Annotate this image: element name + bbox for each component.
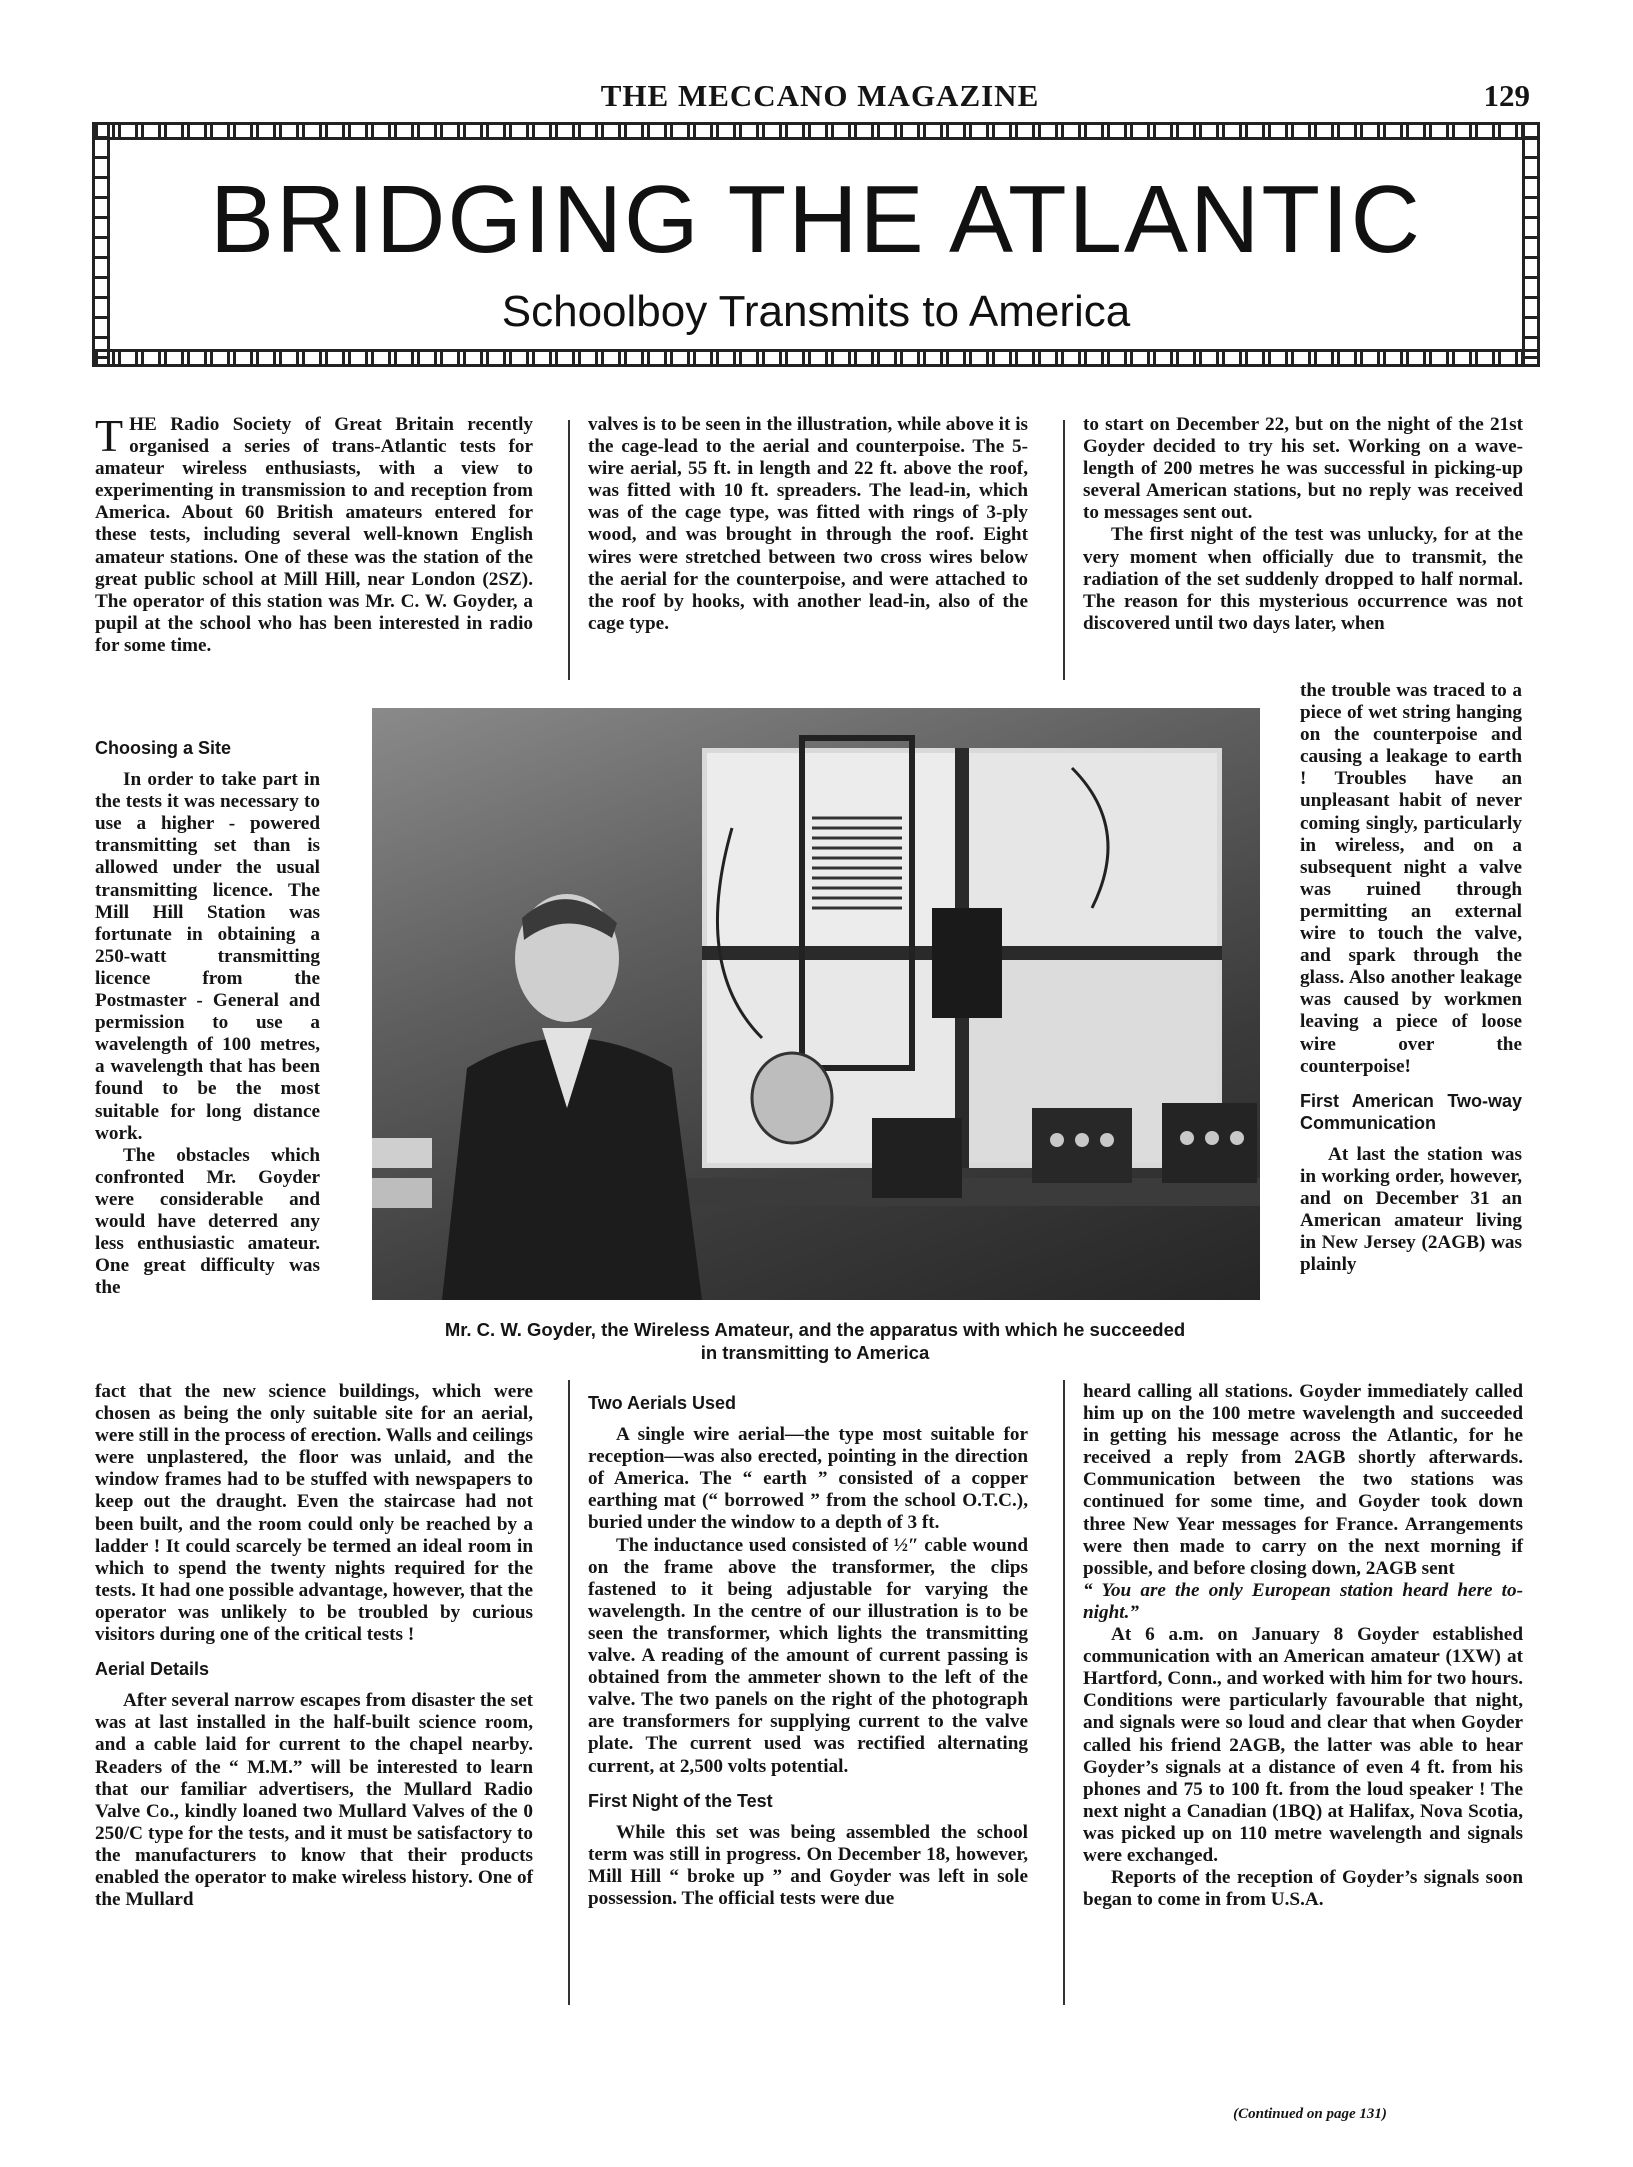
heading-first-american: First American Two-way Communication: [1300, 1090, 1522, 1133]
border-top: [92, 122, 1540, 140]
continued-note: (Continued on page 131): [1233, 2106, 1387, 2122]
column-1-bottom: [95, 1381, 533, 2021]
paragraph-working-order: At last the station was in working order, however, and on December 31 an American amateur living in New Jersey (2AGB) was plainly: [1300, 1143, 1522, 1276]
border-left: [92, 122, 110, 367]
paragraph-site-1: In order to take part in the tests it was necessary to use a higher - powered transmitting set than is allowed under the usual transmitting licence. The Mill Hill Station was fortunate in obtaining a 250-watt transmitting licence from the Postmaster - General and permission to use a wavelength of 100 metres, a wavelength that has been found to be the most suitable for long distance work.: [95, 769, 320, 1144]
column-rule-2-bottom: [1063, 1380, 1065, 2005]
caption-line-2: in transmitting to America: [700, 1342, 930, 1363]
paragraph-two-aerials-1: A single wire aerial—the type most suitable for reception—was also erected, pointing in the direction of America. The “ earth ” consisted of a copper earthing mat (“ borrowed ” from the school O.T.C.), buried under the window to a depth of 3 ft.: [588, 1424, 1028, 1534]
column-1-top: [95, 410, 533, 720]
title-box: [92, 122, 1540, 367]
article-subtitle: Schoolboy Transmits to America: [501, 287, 1131, 336]
column-3-narrow: [1300, 680, 1522, 1375]
paragraph-site-2-continued: fact that the new science buildings, which were chosen as being the only suitable site for an aerial, were still in the process of erection. Walls and ceilings were unplastered, the floor was unlaid, and the window frames had to be stuffed with newspapers to keep out the draught. Even the staircase had not been built, and the room could only be reached by a ladder ! It could scarcely be termed an ideal room in which to spend the twenty nights required for the tests. It had one possible advantage, however, that the operator was unlikely to be troubled by curious visitors during one of the critical tests !: [95, 1381, 533, 1646]
paragraph-two-aerials-2: The inductance used consisted of ½″ cable wound on the frame above the transformer, the clips fastened to it being adjustable for varying the wavelength. In the centre of our illustration is to be seen the transformer, which lights the transmitting valve. A reading of the amount of current passing is obtained from the ammeter shown to the left of the valve. The two panels on the right of the photograph are transformers for supplying current to the valve plate. The current used was rectified alternating current, at 2,500 volts potential.: [588, 1534, 1028, 1777]
border-right: [1522, 122, 1540, 367]
transformer: [872, 1118, 962, 1198]
paragraph-site-2: The obstacles which confronted Mr. Goyder were considerable and would have deterred any less enthusiastic amateur. One great difficulty was the: [95, 1144, 320, 1299]
photograph-illustration: [372, 708, 1260, 1300]
paragraph-aerial: After several narrow escapes from disaster the set was at last installed in the half-built science room, and a cable laid for current to the chapel nearby. Readers of the “ M.M.” will be interested to learn that our familiar advertisers, the Mullard Radio Valve Co., kindly loaned two Mullard Valves of the 0 250/C type for the tests, and it must be satisfactory to the manufacturers to know that their products enabled the operator to make wireless history. One of the Mullard: [95, 1690, 533, 1911]
paragraph-valves: valves is to be seen in the illustration, while above it is the cage-lead to the aerial and counterpoise. The 5-wire aerial, 55 ft. in length and 22 ft. above the roof, was fitted with 10 ft. spreaders. The lead-in, which was of the cage type, was fitted with rings of 3-ply wood, and was brought in through the roof. Eight wires were stretched between two cross wires below the aerial for the counterpoise, and were attached to the roof by hooks, with another lead-in, also of the cage type.: [588, 414, 1028, 634]
condenser-jar: [932, 908, 1002, 1018]
paragraph-trouble-traced: the trouble was traced to a piece of wet string hanging on the counterpoise and causing a leakage to earth ! Troubles have an unpleasant habit of never coming singly, particularly in wireless, and on a subsequent night a valve was ruined through permitting an external wire to touch the valve, and spark through the glass. Also another leakage was caused by workmen leaving a piece of loose wire over the counterpoise!: [1300, 680, 1522, 1077]
article-title: BRIDGING THE ATLANTIC: [210, 166, 1422, 273]
quote-european-station: “ You are the only European station heard here to-night.”: [1083, 1579, 1523, 1623]
heading-aerial-details: Aerial Details: [95, 1659, 210, 1680]
photograph: [372, 708, 1260, 1300]
paragraph-first-night: While this set was being assembled the school term was still in progress. On December 18, however, Mill Hill “ broke up ” and Goyder was left in sole possession. The official tests were due: [588, 1821, 1028, 1909]
column-rule-2-top: [1063, 420, 1065, 680]
paragraph-heard-calling: heard calling all stations. Goyder immediately called him up on the 100 metre wavelength and succeeded in getting his message across the Atlantic, for he received a reply from 2AGB shortly afterwards. Communication between the two stations was continued for some time, and Goyder took down three New Year messages for France. Arrangements were then made to carry on the next morning if possible, and before closing down, 2AGB sent: [1083, 1381, 1523, 1579]
column-1-narrow: [95, 725, 320, 1375]
drop-cap: T: [95, 410, 124, 461]
heading-first-night: First Night of the Test: [588, 1790, 773, 1811]
column-rule-1-top: [568, 420, 570, 680]
column-2-bottom: [588, 1380, 1028, 2020]
column-3-bottom: [1083, 1381, 1523, 2101]
heading-choosing-a-site: Choosing a Site: [95, 738, 232, 758]
paragraph-january-8: At 6 a.m. on January 8 Goyder established communication with an American amateur (1XW) at Hartford, Conn., and worked with him for two hours. Conditions were particularly favourable that night, and signals were so loud and clear that when Goyder called his friend 2AGB, the latter was able to hear Goyder’s signals at a distance of even 4 ft. from his phones and 75 to 100 ft. from the loud speaker ! The next night a Canadian (1BQ) at Halifax, Nova Scotia, was picked up on 110 metre wavelength and signals were exchanged.: [1083, 1624, 1523, 1866]
paragraph-first-night-unlucky: The first night of the test was unlucky, for at the very moment when officially due to transmit, the radiation of the set suddenly dropped to half normal. The reason for this mysterious occurrence was not discovered until two days later, when: [1083, 524, 1523, 634]
heading-two-aerials: Two Aerials Used: [588, 1393, 737, 1413]
page-number: 129: [1483, 78, 1530, 113]
column-2-top: [588, 414, 1028, 684]
photo-caption: [350, 1318, 1280, 1364]
column-rule-1-bottom: [568, 1380, 570, 2005]
valve-bulb: [752, 1053, 832, 1143]
border-bottom: [92, 349, 1540, 367]
running-title: THE MECCANO MAGAZINE: [600, 78, 1040, 113]
paragraph-start-december: to start on December 22, but on the night of the 21st Goyder decided to try his set. Working on a wave-length of 200 metres he was successful in picking-up several American stations, but no reply was received to messages sent out.: [1083, 414, 1523, 524]
paragraph-reports: Reports of the reception of Goyder’s signals soon began to come in from U.S.A.: [1083, 1867, 1523, 1911]
column-3-top: [1083, 414, 1523, 684]
caption-line-1: Mr. C. W. Goyder, the Wireless Amateur, and the apparatus with which he succeeded: [444, 1319, 1186, 1340]
intro-paragraph: HE Radio Society of Great Britain recently organised a series of trans-Atlantic tests for amateur wireless enthusiasts, with a view to experimenting in transmission to and reception from America. About 60 British amateurs entered for these tests, including several well-known English amateur stations. One of these was the station of the great public school at Mill Hill, near London (2SZ). The operator of this station was Mr. C. W. Goyder, a pupil at the school who has been interested in radio for some time.: [95, 414, 533, 656]
